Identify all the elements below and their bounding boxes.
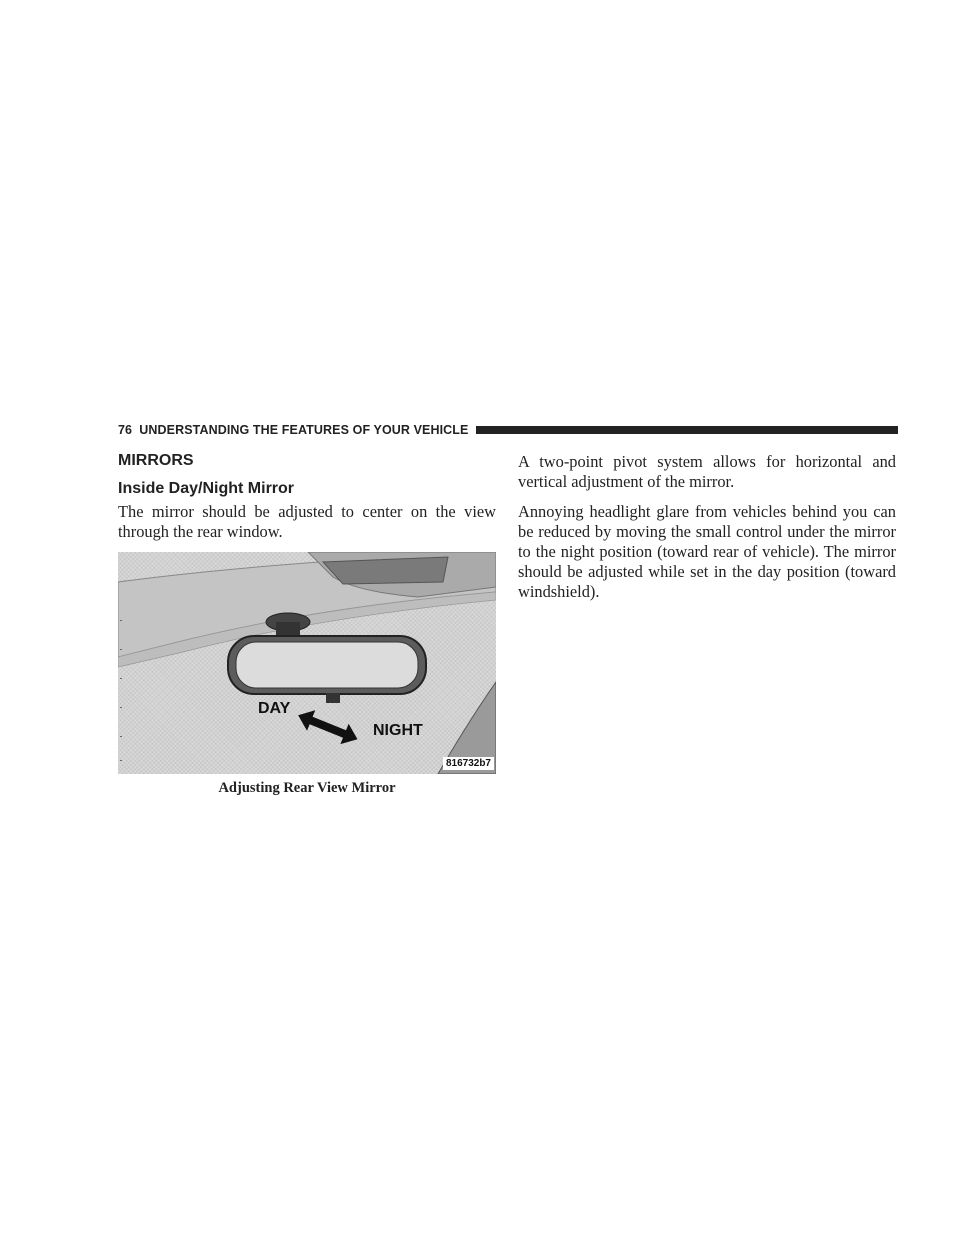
page-number: 76 bbox=[118, 423, 133, 437]
glare-paragraph: Annoying headlight glare from vehicles behind you can be reduced by moving the small control under the mirror to the night position (toward rear of vehicle). The mirror should be adjusted while set in the day position (toward windshield). bbox=[518, 502, 896, 601]
chapter-title: UNDERSTANDING THE FEATURES OF YOUR VEHICLE bbox=[139, 423, 469, 437]
figure-caption: Adjusting Rear View Mirror bbox=[218, 780, 396, 796]
section-title: MIRRORS bbox=[118, 452, 194, 469]
day-label: DAY bbox=[258, 700, 291, 717]
page-header bbox=[118, 422, 898, 438]
intro-paragraph: The mirror should be adjusted to center on the view through the rear window. bbox=[118, 502, 496, 541]
page-header-text bbox=[118, 423, 468, 437]
left-column bbox=[118, 452, 496, 797]
header-rule bbox=[476, 426, 898, 434]
night-label: NIGHT bbox=[373, 722, 423, 739]
right-column bbox=[518, 452, 896, 612]
figure-code: 816732b7 bbox=[443, 757, 494, 770]
mirror-illustration bbox=[118, 552, 496, 774]
subsection-title: Inside Day/Night Mirror bbox=[118, 480, 295, 497]
mirror-drawing bbox=[118, 552, 496, 774]
pivot-paragraph: A two-point pivot system allows for horizontal and vertical adjustment of the mirror. bbox=[518, 452, 896, 491]
